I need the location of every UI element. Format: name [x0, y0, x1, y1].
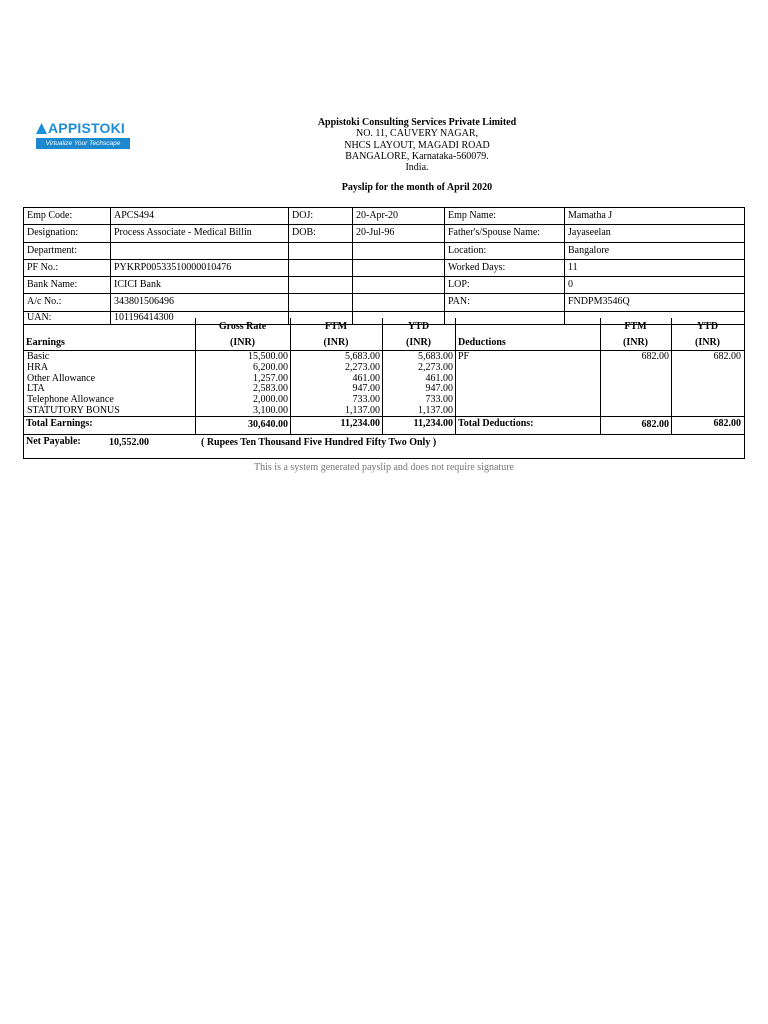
deduction-label: PF [458, 351, 470, 362]
earning-ftm: 1,137.00 [345, 405, 380, 416]
info-value: 0 [564, 277, 745, 293]
company-header [250, 117, 584, 173]
earning-gross: 6,200.00 [253, 361, 288, 373]
header-ytd: YTD [407, 321, 430, 332]
net-payable-words: ( Rupees Ten Thousand Five Hundred Fifty Two Only ) [201, 437, 437, 448]
company-logo [34, 118, 134, 152]
earning-label: HRA [27, 361, 49, 373]
info-row [24, 243, 744, 260]
earning-ftm: 733.00 [352, 394, 380, 406]
info-value: Mamatha J [564, 208, 745, 224]
info-label: A/c No.: [27, 296, 62, 307]
earning-gross: 3,100.00 [253, 405, 288, 416]
info-label: Location: [444, 243, 564, 259]
info-row [24, 208, 744, 225]
earning-ftm: 5,683.00 [345, 351, 380, 362]
earning-ytd: 5,683.00 [418, 351, 453, 362]
info-label: PAN: [444, 294, 564, 311]
info-value: PYKRP00533510000010476 [110, 260, 288, 276]
deduction-ftm: 682.00 [641, 351, 669, 362]
info-value [352, 277, 444, 293]
info-label: Designation: [27, 227, 79, 238]
info-label: Worked Days: [444, 260, 564, 276]
net-payable-label: Net Payable: [26, 436, 81, 447]
net-payable-amount: 10,552.00 [109, 437, 149, 448]
company-address-line: BANGALORE, Karnataka-560079. [345, 150, 489, 162]
earning-ftm: 947.00 [352, 383, 380, 395]
info-label [288, 277, 352, 293]
earning-label: Telephone Allowance [27, 394, 114, 406]
header-inr: (INR) [406, 337, 431, 348]
header-inr: (INR) [623, 337, 648, 348]
company-name: Appistoki Consulting Services Private Limited [317, 117, 517, 128]
info-row [24, 277, 744, 294]
earnings-deductions-table [23, 318, 745, 459]
info-label: PF No.: [27, 262, 59, 273]
earning-ytd: 461.00 [425, 372, 453, 384]
earning-ytd: 947.00 [425, 383, 453, 395]
total-ftm: 11,234.00 [340, 418, 380, 429]
company-address-line: NO. 11, CAUVERY NAGAR, [355, 128, 479, 140]
earning-label: STATUTORY BONUS [27, 405, 120, 416]
info-value [352, 243, 444, 259]
header-inr: (INR) [323, 337, 349, 348]
earning-gross: 1,257.00 [253, 372, 288, 384]
info-label: Emp Code: [27, 210, 73, 221]
company-address-line: India. [405, 162, 429, 174]
info-label: LOP: [444, 277, 564, 293]
total-gross: 30,640.00 [248, 419, 288, 430]
header-ded-ftm: FTM [624, 321, 647, 332]
info-row [24, 260, 744, 277]
info-value: ICICI Bank [110, 277, 288, 293]
company-address-line: NHCS LAYOUT, MAGADI ROAD [344, 139, 490, 151]
info-label [288, 294, 352, 311]
info-value: FNDPM3546Q [564, 294, 745, 311]
earning-ftm: 461.00 [352, 372, 380, 384]
info-value: APCS494 [110, 208, 288, 224]
earning-gross: 2,000.00 [253, 394, 288, 406]
info-label [288, 243, 352, 259]
header-earnings: Earnings [26, 337, 65, 348]
info-value: 101196414300 [110, 312, 288, 324]
earning-ytd: 733.00 [425, 394, 453, 406]
header-gross-rate: Gross Rate [218, 321, 267, 332]
info-value [352, 260, 444, 276]
earning-label: LTA [27, 383, 45, 395]
info-label [288, 260, 352, 276]
info-row [24, 294, 744, 312]
earning-label: Basic [27, 351, 50, 362]
info-label: DOB: [288, 225, 352, 242]
system-generated-note: This is a system generated payslip and does not require signature [254, 462, 514, 473]
info-value [110, 243, 288, 259]
header-inr: (INR) [230, 337, 255, 348]
info-label: Emp Name: [444, 208, 564, 224]
info-label: Father's/Spouse Name: [444, 225, 564, 242]
deduction-ytd: 682.00 [713, 351, 741, 362]
total-ytd: 11,234.00 [413, 418, 453, 429]
logo-tagline: Virtualize Your Techscape [36, 138, 130, 149]
earning-gross: 15,500.00 [248, 351, 288, 362]
info-value: Jayaseelan [564, 225, 745, 242]
header-ftm: FTM [324, 321, 348, 332]
info-value: 11 [564, 260, 745, 276]
earning-ytd: 1,137.00 [418, 405, 453, 416]
header-deductions: Deductions [458, 337, 506, 348]
info-value: Process Associate - Medical Billin [110, 225, 288, 242]
total-earnings-label: Total Earnings: [26, 418, 93, 429]
info-value: 20-Apr-20 [352, 208, 444, 224]
earning-label: Other Allowance [27, 372, 96, 384]
info-label: Bank Name: [27, 279, 78, 290]
earning-ftm: 2,273.00 [345, 361, 380, 373]
info-value: Bangalore [564, 243, 745, 259]
earning-gross: 2,583.00 [253, 383, 288, 395]
header-ded-ytd: YTD [696, 321, 719, 332]
info-row [24, 225, 744, 243]
logo-triangle-icon [36, 123, 47, 134]
header-inr: (INR) [695, 337, 720, 348]
info-label: DOJ: [288, 208, 352, 224]
info-label: UAN: [27, 312, 52, 323]
info-value: 343801506496 [110, 294, 288, 311]
total-ded-ytd: 682.00 [713, 418, 741, 429]
info-value [352, 294, 444, 311]
payslip-title: Payslip for the month of April 2020 [341, 182, 493, 193]
total-ded-ftm: 682.00 [641, 419, 669, 430]
logo-brand: APPISTOKI [48, 120, 126, 136]
total-deductions-label: Total Deductions: [458, 418, 534, 429]
earning-ytd: 2,273.00 [418, 361, 453, 373]
info-value: 20-Jul-96 [352, 225, 444, 242]
info-label: Department: [27, 245, 77, 256]
employee-info-grid [23, 207, 745, 325]
